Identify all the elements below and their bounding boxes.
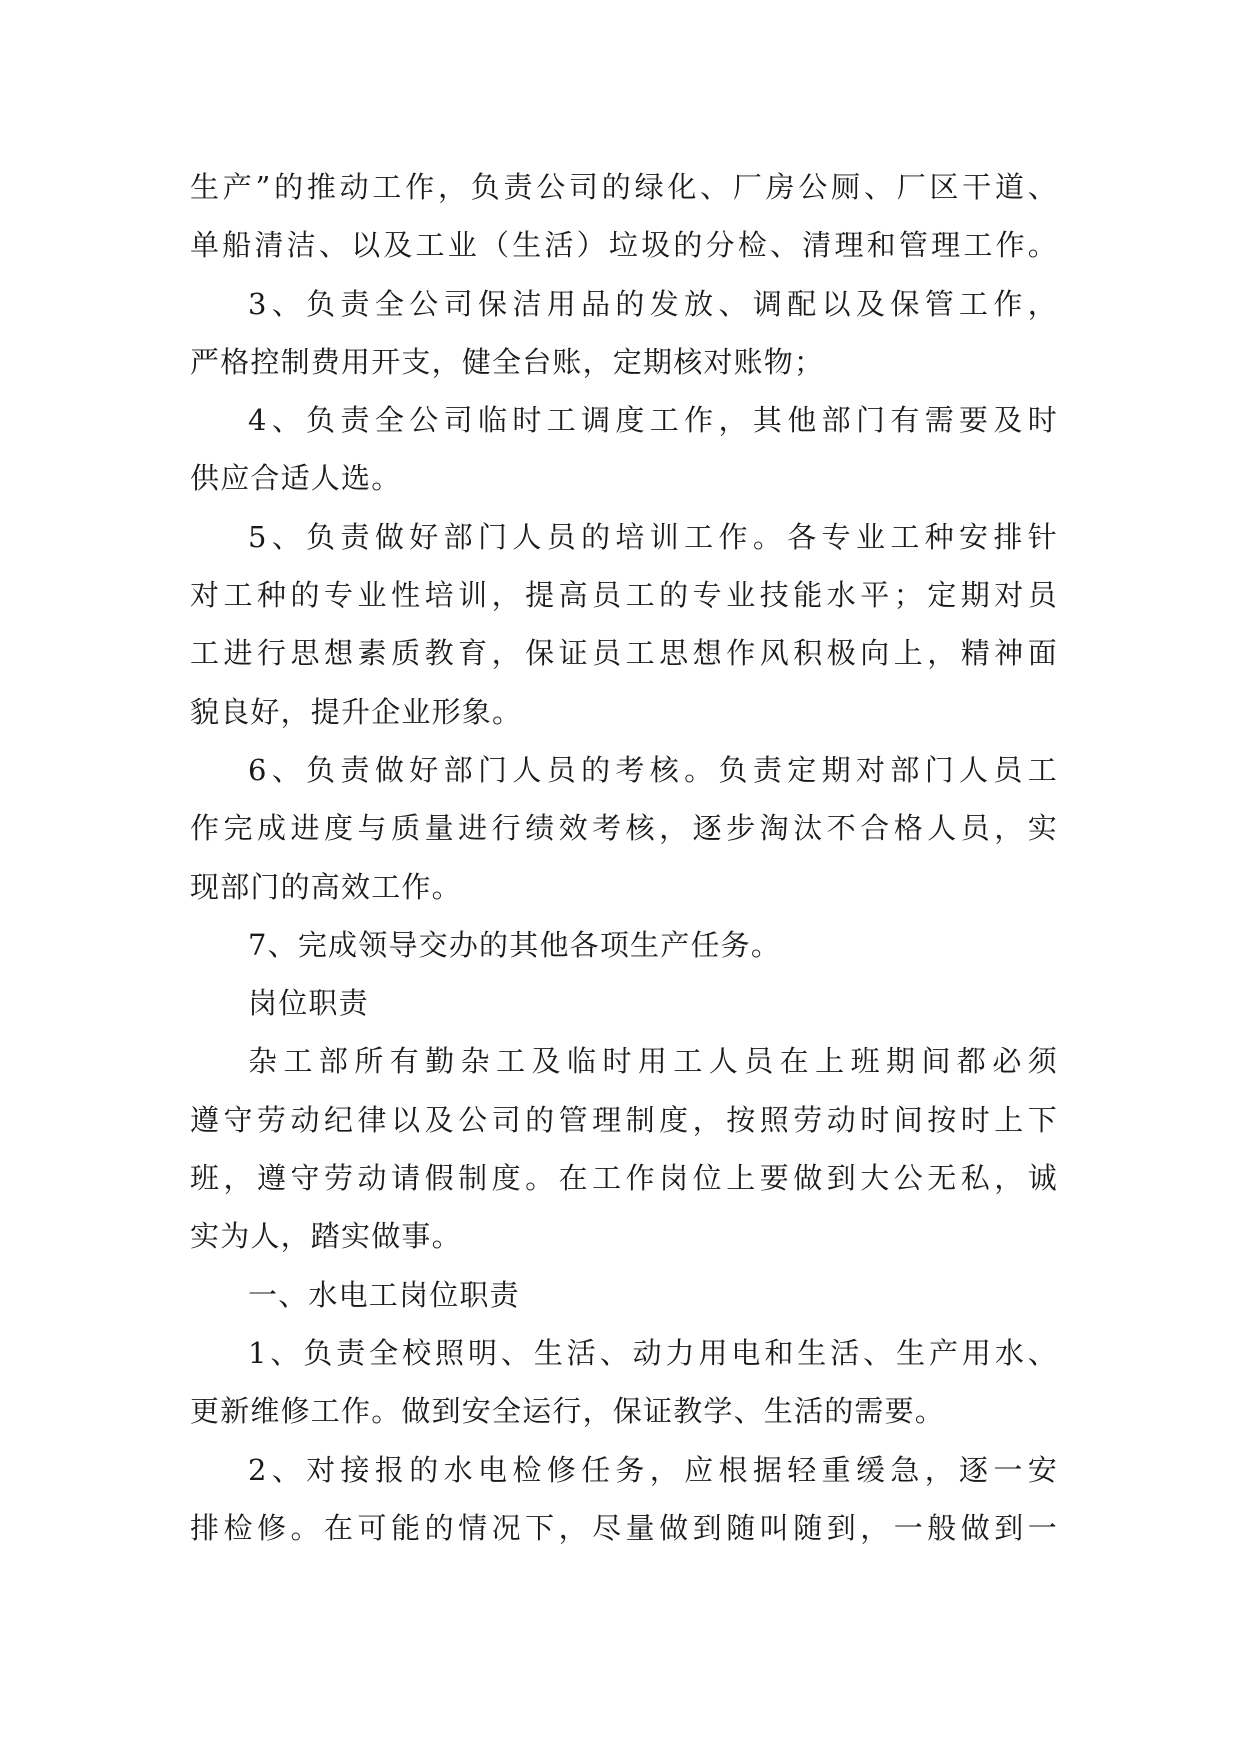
text-line: 对工种的专业性培训，提高员工的专业技能水平；定期对员 [190,578,1058,613]
text-line: 杂工部所有勤杂工及临时用工人员在上班期间都必须 [248,1044,1058,1079]
text-line: 严格控制费用开支，健全台账，定期核对账物； [190,344,825,379]
text-line: 3、负责全公司保洁用品的发放、调配以及保管工作， [248,286,1058,321]
text-line: 现部门的高效工作。 [190,869,462,904]
text-line: 生产”的推动工作，负责公司的绿化、厂房公厕、厂区干道、 [190,170,1058,204]
text-line: 更新维修工作。做到安全运行，保证教学、生活的需要。 [190,1394,946,1429]
text-line: 6、负责做好部门人员的考核。负责定期对部门人员工 [248,752,1058,787]
text-line: 4、负责全公司临时工调度工作，其他部门有需要及时 [248,403,1058,438]
text-line: 2、对接报的水电检修任务，应根据轻重缓急，逐一安 [248,1452,1058,1487]
section-heading: 一、水电工岗位职责 [248,1277,520,1312]
text-line: 实为人，踏实做事。 [190,1219,462,1254]
text-line: 7、完成领导交办的其他各项生产任务。 [248,927,782,962]
text-line: 1、负责全校照明、生活、动力用电和生活、生产用水、 [248,1335,1058,1370]
section-heading: 岗位职责 [248,986,369,1021]
text-line: 排检修。在可能的情况下，尽量做到随叫随到，一般做到一 [190,1510,1058,1545]
text-line: 作完成进度与质量进行绩效考核，逐步淘汰不合格人员，实 [190,811,1058,846]
text-line: 貌良好，提升企业形象。 [190,694,523,729]
text-line: 工进行思想素质教育，保证员工思想作风积极向上，精神面 [190,636,1058,671]
document-body [190,158,1058,1557]
text-line: 班，遵守劳动请假制度。在工作岗位上要做到大公无私，诚 [190,1161,1058,1196]
text-line: 单船清洁、以及工业（生活）垃圾的分检、清理和管理工作。 [190,228,1058,263]
text-line: 供应合适人选。 [190,461,402,496]
text-line: 5、负责做好部门人员的培训工作。各专业工种安排针 [248,519,1058,554]
text-line: 遵守劳动纪律以及公司的管理制度，按照劳动时间按时上下 [190,1102,1058,1137]
